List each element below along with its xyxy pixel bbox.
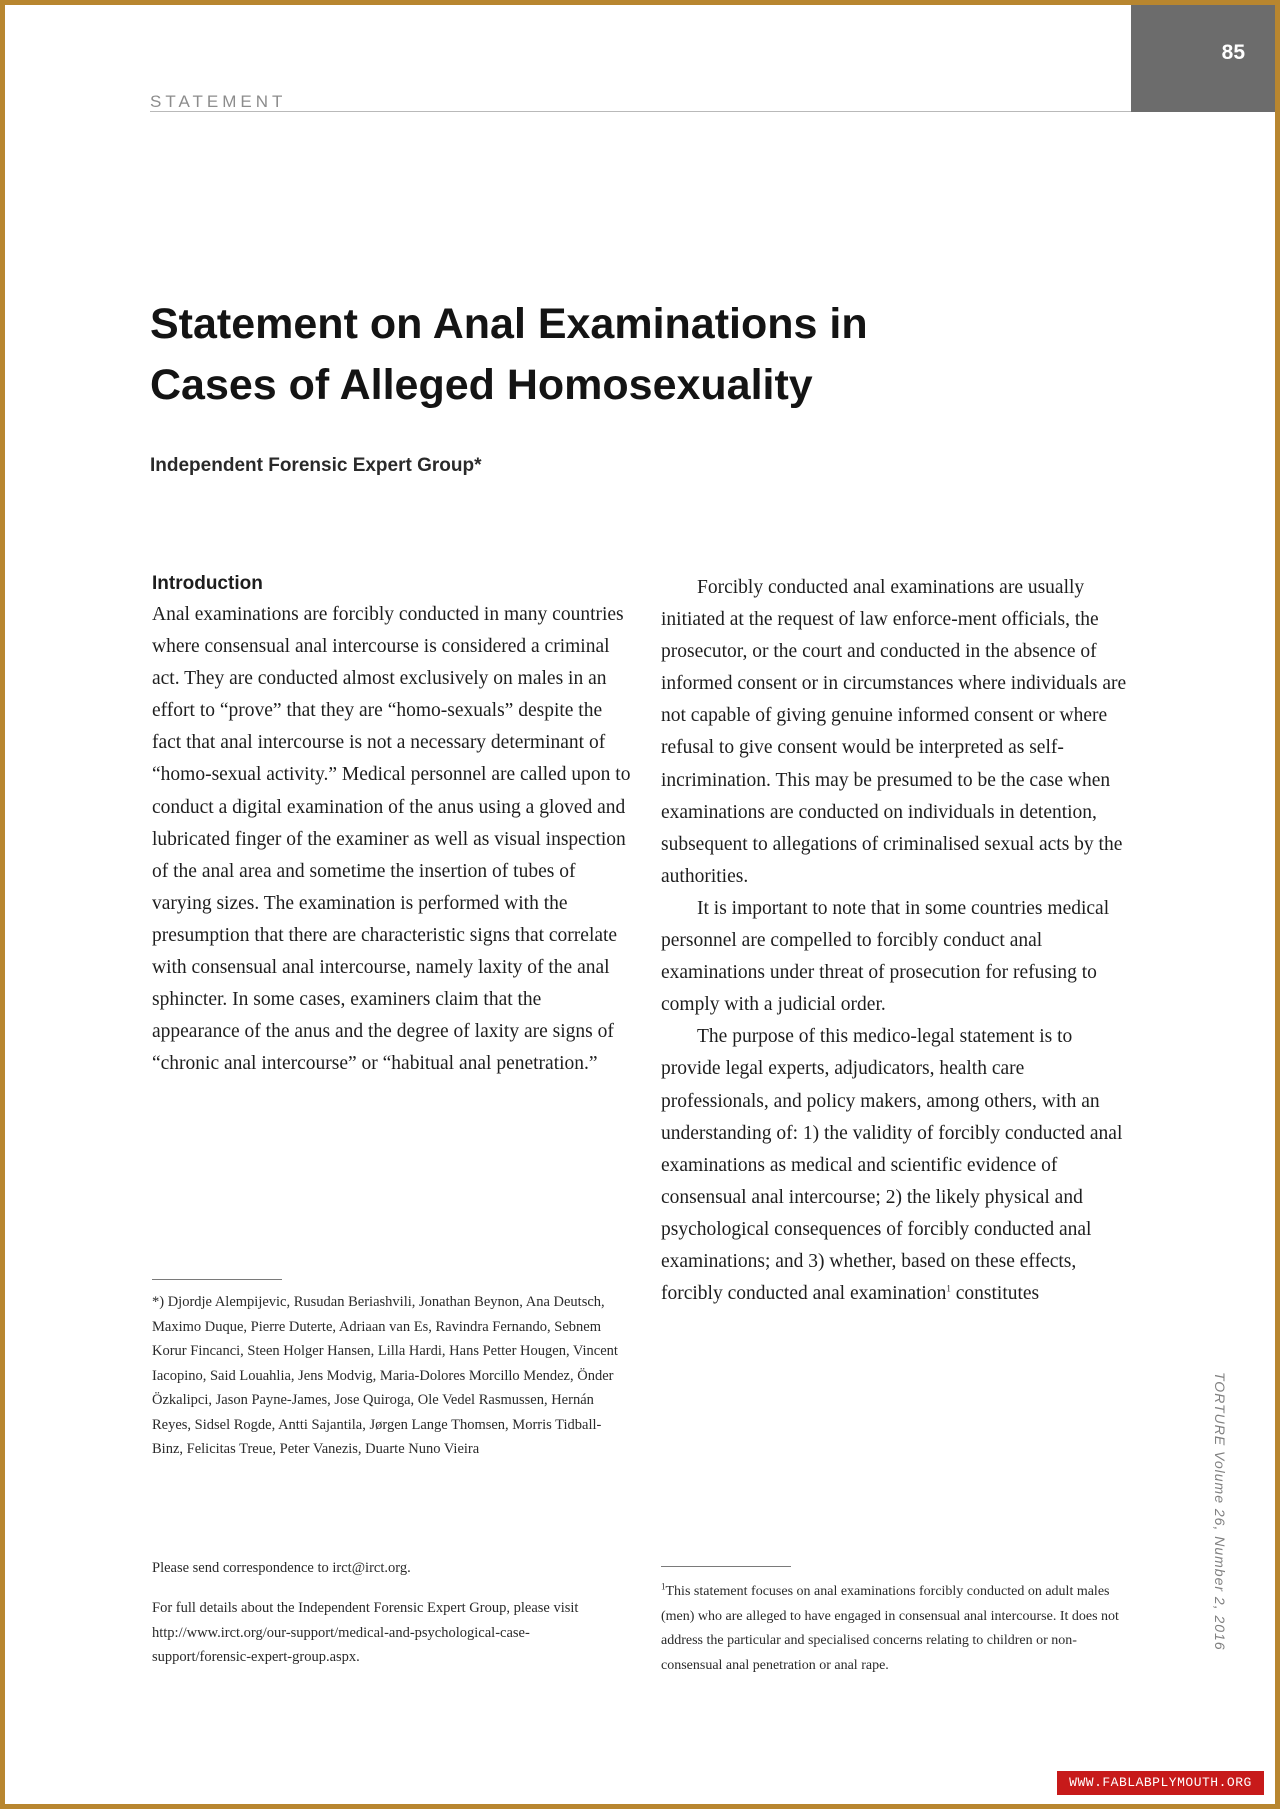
journal-spine-text: TORTURE Volume 26, Number 2, 2016 [1212, 1372, 1228, 1651]
right-column [661, 572, 1131, 1310]
section-heading-introduction: Introduction [152, 573, 263, 594]
footnote-details: For full details about the Independent Forensic Expert Group, please visit http://www.irct.org/our-support/medical-and-psychological-case-support/forensic-expert-group.aspx. [152, 1600, 579, 1665]
footnote-contact: Please send correspondence to irct@irct.org. [152, 1560, 411, 1576]
watermark-badge: WWW.FABLABPLYMOUTH.ORG [1057, 1771, 1264, 1795]
section-label: STATEMENT [150, 92, 287, 111]
footnote-1-text: This statement focuses on anal examinations forcibly conducted on adult males (men) who are alleged to have engaged in consensual anal intercourse. It does not address the particular and specialised concerns relating to children or non-consensual anal penetration or anal rape. [661, 1584, 1119, 1673]
intro-paragraph: Anal examinations are forcibly conducted in many countries where consensual anal intercourse is considered a criminal act. They are conducted almost exclusively on males in an effort to “prove” that they are “homo-sexuals” despite the fact that anal intercourse is not a necessary determinant of “homo-sexual activity.” Medical personnel are called upon to conduct a digital examination of the anus using a gloved and lubricated finger of the examiner as well as visual inspection of the anal area and sometime the insertion of tubes of varying sizes. The examination is performed with the presumption that there are characteristic signs that correlate with consensual anal intercourse, namely laxity of the anal sphincter. In some cases, examiners claim that the appearance of the anus and the degree of laxity are signs of “chronic anal intercourse” or “habitual anal penetration.” [152, 604, 631, 1075]
body-paragraph-forcibly-conducted: Forcibly conducted anal examinations are usually initiated at the request of law enforce-ment officials, the prosecutor, or the court and conducted in the absence of informed consent or in circumstances where individuals are not capable of giving genuine informed consent or where refusal to give consent would be interpreted as self-incrimination. This may be presumed to be the case when examinations are conducted on individuals in detention, subsequent to allegations of criminalised sexual acts by the authorities. [661, 577, 1127, 887]
purpose-text: The purpose of this medico-legal statement is to provide legal experts, adjudicators, health care professionals, and policy makers, among others, with an understanding of: 1) the validity of forcibly conducted anal examinations as medical and scientific evidence of consensual anal intercourse; 2) the likely physical and psychological consequences of forcibly conducted anal examinations; and 3) whether, based on these effects, forcibly conducted anal examination [661, 1026, 1123, 1305]
footnote-authors: *) Djordje Alempijevic, Rusudan Beriashvili, Jonathan Beynon, Ana Deutsch, Maximo Duque, Pierre Duterte, Adriaan van Es, Ravindra Fernando, Sebnem Korur Fincanci, Steen Holger Hansen, Lilla Hardi, Hans Petter Hougen, Vincent Iacopino, Said Louahlia, Jens Modvig, Maria-Dolores Morcillo Mendez, Önder Özkalipci, Jason Payne-James, Jose Quiroga, Ole Vedel Rasmussen, Hernán Reyes, Sidsel Rogde, Antti Sajantila, Jørgen Lange Thomsen, Morris Tidball-Binz, Felicitas Treue, Peter Vanezis, Duarte Nuno Vieira [152, 1294, 618, 1457]
title-line-1: Statement on Anal Examinations in [150, 300, 868, 348]
footnote-1 [661, 1580, 1131, 1678]
body-paragraph-purpose [661, 1021, 1131, 1310]
body-paragraph-compelled: It is important to note that in some countries medical personnel are compelled to forcibly conduct anal examinations under threat of prosecution for refusing to comply with a judicial order. [661, 897, 1110, 1016]
article-author: Independent Forensic Expert Group* [150, 455, 482, 476]
purpose-text-end: constitutes [950, 1283, 1040, 1305]
footnote-1-marker: 1 [661, 1581, 666, 1592]
footnote-rule-right [661, 1566, 791, 1567]
left-column [152, 569, 632, 1080]
footnote-reference-1: 1 [946, 1283, 951, 1294]
article-title [150, 294, 1110, 416]
header-rule [150, 111, 1131, 112]
page-number-box [1131, 5, 1275, 112]
page-number: 85 [1221, 41, 1245, 64]
title-line-2: Cases of Alleged Homosexuality [150, 361, 813, 409]
footnote-rule-left [152, 1279, 282, 1280]
